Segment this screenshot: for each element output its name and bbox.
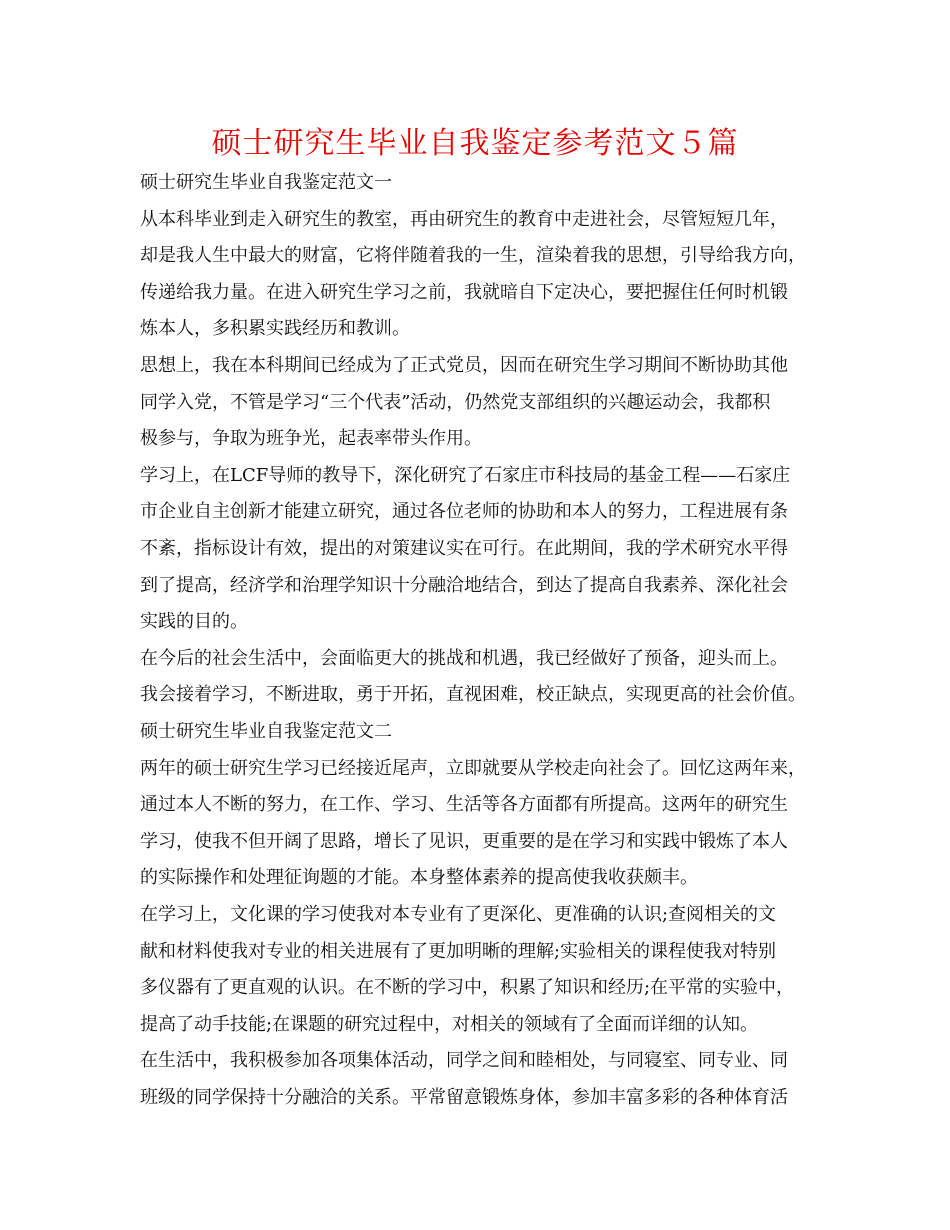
paragraph-line: 学习上，在LCF导师的教导下，深化研究了石家庄市科技局的基金工程——石家庄 <box>140 464 791 486</box>
paragraph-line: 通过本人不断的努力，在工作、学习、生活等各方面都有所提高。这两年的研究生 <box>140 794 788 816</box>
paragraph-line: 在今后的社会生活中，会面临更大的挑战和机遇，我已经做好了预备，迎头而上。 <box>140 647 788 669</box>
paragraph-line: 献和材料使我对专业的相关进展有了更加明晰的理解;实验相关的课程使我对特别 <box>140 940 777 962</box>
paragraph-line: 却是我人生中最大的财富，它将伴随着我的一生，渲染着我的思想，引导给我方向， <box>140 245 806 267</box>
paragraph-line: 的实际操作和处理征询题的才能。本身整体素养的提高使我收获颇丰。 <box>140 867 698 889</box>
paragraph-line: 不紊，指标设计有效，提出的对策建议实在可行。在此期间，我的学术研究水平得 <box>140 538 788 559</box>
paragraph-line: 市企业自主创新才能建立研究，通过各位老师的协助和本人的努力，工程进展有条 <box>140 501 788 523</box>
paragraph-line: 班级的同学保持十分融洽的关系。平常留意锻炼身体，参加丰富多彩的各种体育活 <box>140 1087 788 1108</box>
paragraph-line: 硕士研究生毕业自我鉴定范文一 <box>140 172 392 193</box>
paragraph-line: 实践的目的。 <box>140 611 248 633</box>
paragraph-line: 我会接着学习，不断进取，勇于开拓，直视困难，校正缺点，实现更高的社会价值。 <box>140 684 806 706</box>
paragraph-line: 学习，使我不但开阔了思路，增长了见识，更重要的是在学习和实践中锻炼了本人 <box>140 830 788 852</box>
paragraph-line: 硕士研究生毕业自我鉴定范文二 <box>140 721 392 742</box>
paragraph-line: 两年的硕士研究生学习已经接近尾声，立即就要从学校走向社会了。回忆这两年来， <box>140 757 806 779</box>
paragraph-line: 极参与，争取为班争光，起表率带头作用。 <box>140 428 482 450</box>
paragraph-line: 思想上，我在本科期间已经成为了正式党员，因而在研究生学习期间不断协助其他 <box>140 355 788 376</box>
paragraph-line: 在生活中，我积极参加各项集体活动，同学之间和睦相处，与同寝室、同专业、同 <box>140 1050 788 1072</box>
paragraph-line: 传递给我力量。在进入研究生学习之前，我就暗自下定决心，要把握住任何时机锻 <box>140 281 788 303</box>
document-title: 硕士研究生毕业自我鉴定参考范文５篇 <box>211 126 739 161</box>
paragraph-line: 在学习上，文化课的学习使我对本专业有了更深化、更准确的认识;查阅相关的文 <box>140 904 777 925</box>
paragraph-line: 炼本人，多积累实践经历和教训。 <box>140 318 410 340</box>
paragraph-line: 多仪器有了更直观的认识。在不断的学习中，积累了知识和经历;在平常的实验中， <box>140 977 795 999</box>
paragraph-line: 到了提高，经济学和治理学知识十分融洽地结合，到达了提高自我素养、深化社会 <box>140 574 788 596</box>
paragraph-line: 从本科毕业到走入研究生的教室，再由研究生的教育中走进社会，尽管短短几年， <box>140 208 788 230</box>
paragraph-line: 同学入党，不管是学习“三个代表”活动，仍然党支部组织的兴趣运动会，我都积 <box>140 391 771 413</box>
paragraph-line: 提高了动手技能;在课题的研究过程中，对相关的领域有了全面而详细的认知。 <box>140 1013 759 1035</box>
